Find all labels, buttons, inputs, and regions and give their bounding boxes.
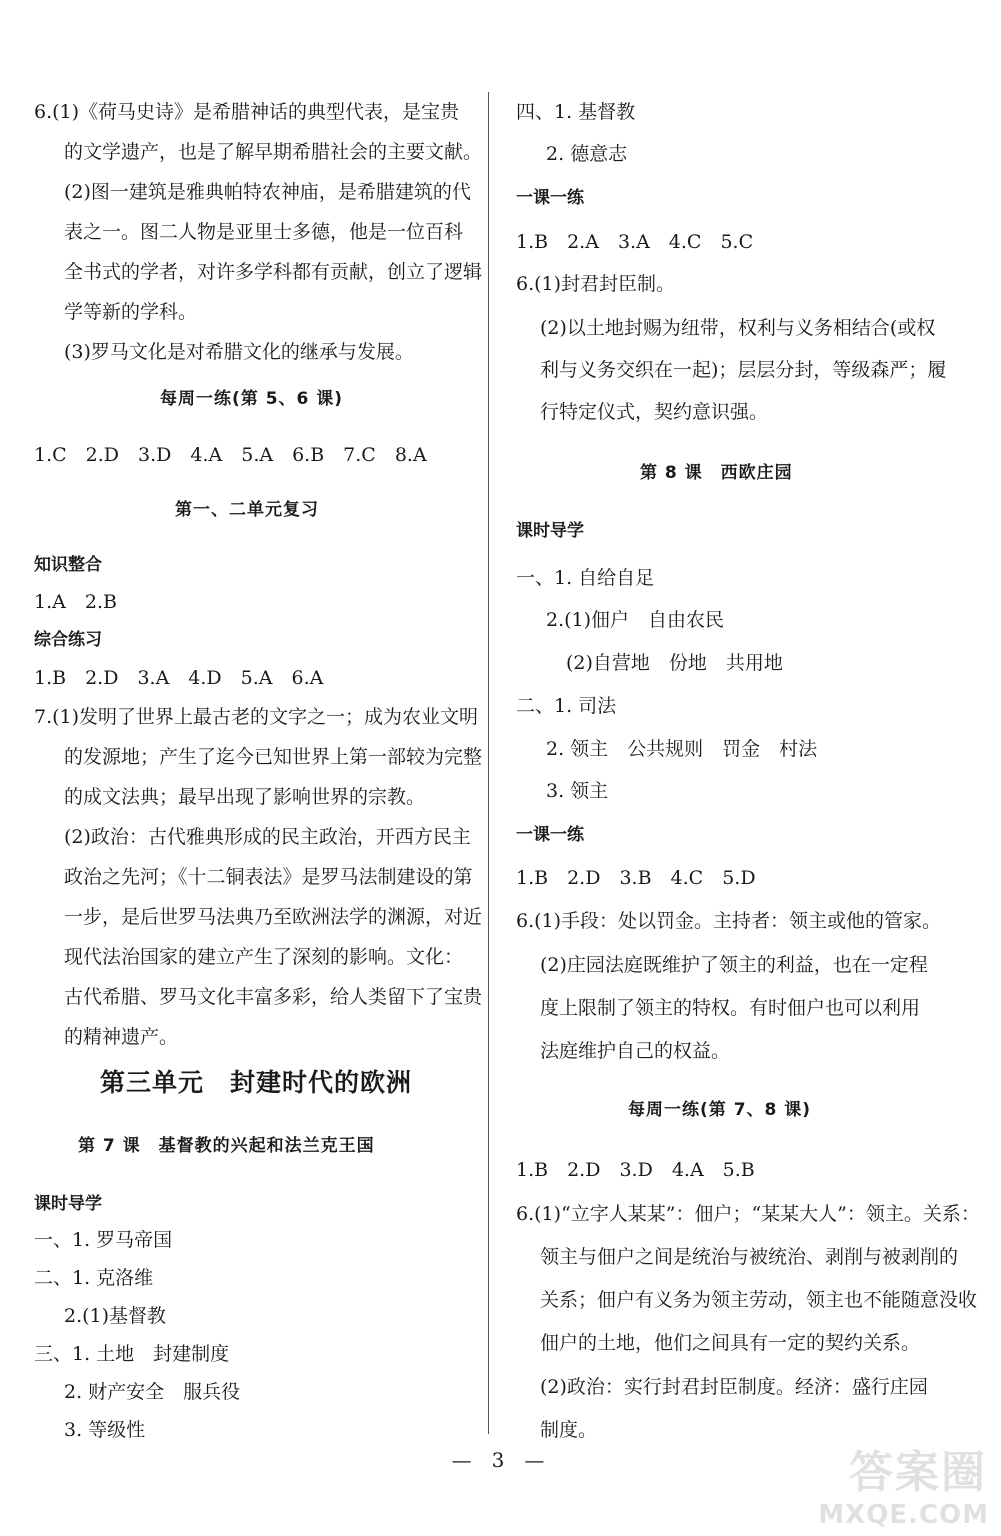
right-text-line: 四、1. 基督教 [516,101,636,123]
right-text-line: 1.B 2.D 3.D 4.A 5.B [516,1159,755,1181]
right-text-line: 利与义务交织在一起)；层层分封，等级森严；履 [540,359,947,381]
left-text-line: 的精神遗产。 [64,1026,179,1048]
right-text-line: 制度。 [540,1419,598,1441]
right-text-line: 佃户的土地，他们之间具有一定的契约关系。 [540,1332,921,1354]
watermark-top-text: 答案圈 [849,1447,987,1498]
right-text-line: 2.(1)佃户 自由农民 [546,609,725,631]
page-number: — 3 — [451,1448,545,1472]
left-text-line: 1.A 2.B [34,591,117,613]
right-text-line: 关系；佃户有义务为领主劳动，领主也不能随意没收 [540,1289,978,1311]
right-text-line: 6.(1)封君封臣制。 [516,273,676,295]
left-text-line: 一、1. 罗马帝国 [34,1229,173,1251]
right-text-line: 行特定仪式，契约意识强。 [540,401,769,423]
left-text-line: 7.(1)发明了世界上最古老的文字之一；成为农业文明 [34,706,479,728]
right-text-line: 3. 领主 [546,780,609,802]
left-subheading: 综合练习 [34,630,102,650]
left-unit-title: 第三单元 封建时代的欧洲 [100,1068,413,1097]
right-text-line: 6.(1)“立字人某某”：佃户；“某某大人”：领主。关系： [516,1203,980,1225]
left-subheading: 知识整合 [34,555,102,575]
left-text-line: (2)政治：古代雅典形成的民主政治，开西方民主 [64,826,471,848]
left-section-heading: 每周一练(第 5、6 课) [160,389,344,409]
left-text-line: 2. 财产安全 服兵役 [64,1381,241,1403]
right-subheading: 一课一练 [516,825,584,845]
left-text-line: 全书式的学者，对许多学科都有贡献，创立了逻辑 [64,261,483,283]
left-text-line: 一步，是后世罗马法典乃至欧洲法学的渊源，对近 [64,906,483,928]
left-section-heading: 第一、二单元复习 [175,500,319,520]
right-text-line: 度上限制了领主的特权。有时佃户也可以利用 [540,997,921,1019]
left-text-line: 的文学遗产，也是了解早期希腊社会的主要文献。 [64,141,483,163]
right-text-line: 一、1. 自给自足 [516,567,655,589]
right-section-heading: 第 8 课 西欧庄园 [640,463,793,483]
left-section-heading: 第 7 课 基督教的兴起和法兰克王国 [78,1136,375,1156]
right-subheading: 一课一练 [516,188,584,208]
right-text-line: (2)自营地 份地 共用地 [566,652,783,674]
right-text-line: (2)庄园法庭既维护了领主的利益，也在一定程 [540,954,928,976]
right-text-line: 领主与佃户之间是统治与被统治、剥削与被剥削的 [540,1246,959,1268]
left-text-line: 古代希腊、罗马文化丰富多彩，给人类留下了宝贵 [64,986,483,1008]
left-text-line: 表之一。图二人物是亚里士多德，他是一位百科 [64,221,464,243]
left-text-line: 二、1. 克洛维 [34,1267,154,1289]
left-text-line: 三、1. 土地 封建制度 [34,1343,230,1365]
left-text-line: 现代法治国家的建立产生了深刻的影响。文化： [64,946,464,968]
right-text-line: 法庭维护自己的权益。 [540,1040,731,1062]
left-text-line: 2.(1)基督教 [64,1305,167,1327]
right-text-line: 6.(1)手段：处以罚金。主持者：领主或他的管家。 [516,910,942,932]
right-text-line: 1.B 2.A 3.A 4.C 5.C [516,231,754,253]
left-text-line: 3. 等级性 [64,1419,146,1441]
right-text-line: 2. 德意志 [546,143,628,165]
right-text-line: (2)以土地封赐为纽带，权利与义务相结合(或权 [540,317,936,339]
left-text-line: 1.C 2.D 3.D 4.A 5.A 6.B 7.C 8.A [34,444,427,466]
left-text-line: 的成文法典；最早出现了影响世界的宗教。 [64,786,426,808]
left-text-line: 的发源地；产生了迄今已知世界上第一部较为完整 [64,746,483,768]
left-text-line: 1.B 2.D 3.A 4.D 5.A 6.A [34,667,324,689]
left-text-line: (2)图一建筑是雅典帕特农神庙，是希腊建筑的代 [64,181,471,203]
watermark-bottom-text: MXQE.COM [818,1500,989,1530]
left-text-line: 学等新的学科。 [64,301,198,323]
watermark-logo [818,1447,995,1532]
left-subheading: 课时导学 [34,1194,102,1214]
right-section-heading: 每周一练(第 7、8 课) [628,1100,812,1120]
right-text-line: (2)政治：实行封君封臣制度。经济：盛行庄园 [540,1376,928,1398]
column-divider [488,92,489,1434]
right-text-line: 二、1. 司法 [516,695,617,717]
left-text-line: 6.(1)《荷马史诗》是希腊神话的典型代表，是宝贵 [34,101,460,123]
left-text-line: (3)罗马文化是对希腊文化的继承与发展。 [64,341,414,363]
right-text-line: 2. 领主 公共规则 罚金 村法 [546,738,818,760]
left-text-line: 政治之先河；《十二铜表法》是罗马法制建设的第 [64,866,473,888]
right-text-line: 1.B 2.D 3.B 4.C 5.D [516,867,756,889]
right-subheading: 课时导学 [516,521,584,541]
